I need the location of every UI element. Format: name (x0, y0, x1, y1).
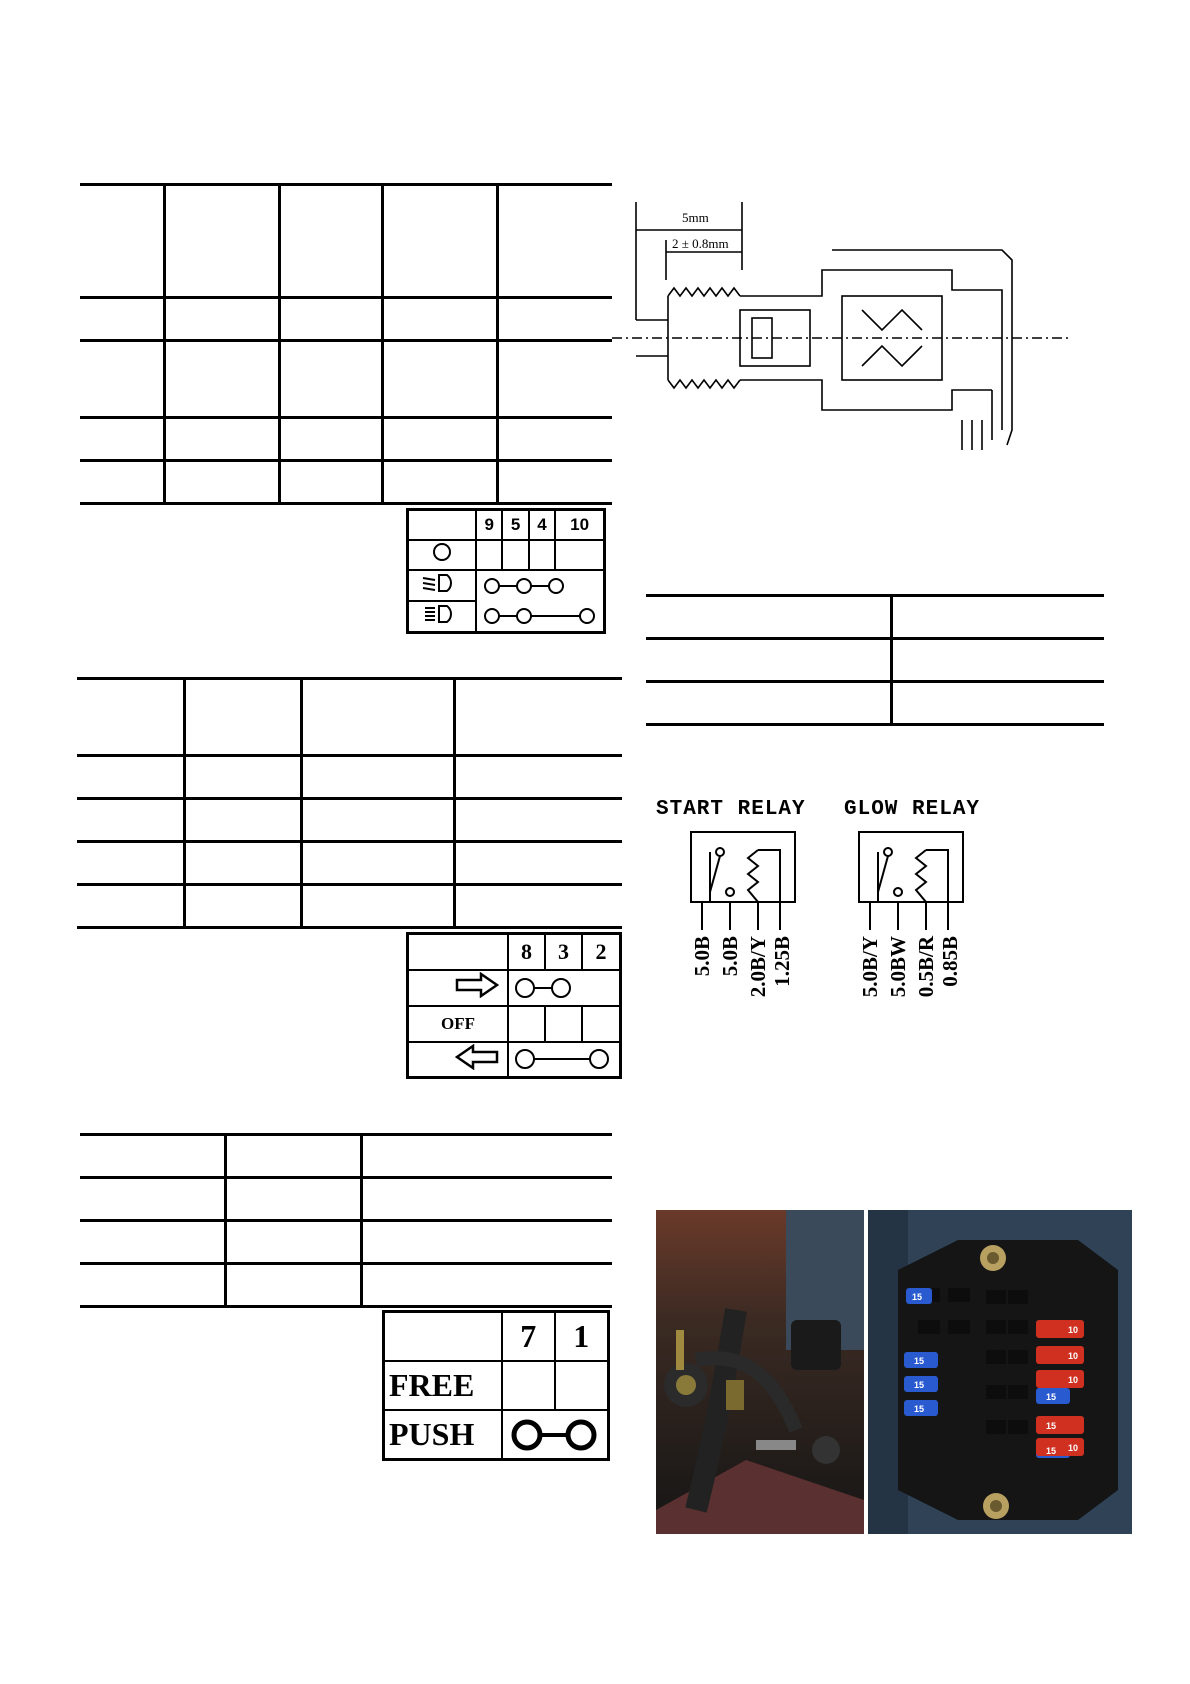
fuse-rating: 15 (914, 1404, 925, 1414)
col-header: 8 (508, 934, 545, 970)
headlight-switch-table (406, 508, 606, 634)
start-relay-symbol (690, 830, 800, 930)
free-label: FREE (384, 1361, 503, 1410)
glow-wire-label: 5.0B/Y (858, 936, 882, 998)
dim-travel-label: 2 ± 0.8mm (672, 236, 729, 251)
start-wire-label: 5.0B (718, 936, 742, 977)
fuse-rating: 15 (914, 1356, 925, 1366)
start-wire-label: 5.0B (690, 936, 714, 977)
fuse-rating: 10 (1068, 1351, 1079, 1361)
fuse-rating: 15 (914, 1380, 925, 1390)
fuse-rating: 15 (1046, 1392, 1057, 1402)
turn-switch-table (406, 932, 622, 1079)
col-header: 4 (529, 510, 555, 540)
col-header: 3 (545, 934, 582, 970)
col-header: 7 (502, 1312, 555, 1361)
col-header: 2 (582, 934, 620, 970)
fuse-rating: 10 (1068, 1375, 1079, 1385)
glow-relay-symbol (858, 830, 968, 930)
fuse-rating: 15 (912, 1292, 923, 1302)
dim-total-label: 5mm (682, 210, 709, 225)
connection-dots (503, 1413, 607, 1457)
col-header: 9 (476, 510, 502, 540)
glow-wire-label: 5.0BW (886, 936, 910, 998)
connection-dots (509, 1044, 619, 1074)
horn-switch-table (382, 1310, 610, 1461)
engine-bay-photo (656, 1210, 864, 1534)
high-beam-icon (417, 602, 467, 626)
glow-wire-label: 0.5B/R (914, 936, 938, 998)
fuse-rating: 10 (1068, 1325, 1079, 1335)
fuse-rating: 15 (1046, 1421, 1057, 1431)
glow-relay-title: GLOW RELAY (844, 798, 981, 821)
fuse-box-photo (868, 1210, 1132, 1534)
glow-wire-label: 0.85B (938, 936, 962, 987)
push-label: PUSH (384, 1410, 503, 1459)
fuse-rating: 10 (1068, 1443, 1079, 1453)
right-arrow-icon (455, 972, 499, 998)
spec-table-3 (80, 1133, 612, 1308)
fuse-rating: 15 (1046, 1446, 1057, 1456)
start-wire-label: 2.0B/Y (746, 936, 770, 998)
off-label: OFF (408, 1006, 509, 1042)
spec-table-4 (646, 594, 1104, 726)
col-header: 10 (555, 510, 604, 540)
spec-table-1 (80, 183, 612, 505)
start-wire-label: 1.25B (770, 936, 794, 987)
sensor-cross-section-diagram (612, 200, 1072, 460)
connection-dots (477, 602, 603, 630)
col-header: 1 (555, 1312, 609, 1361)
low-beam-icon (417, 571, 467, 595)
connection-dots (509, 973, 619, 1003)
col-header: 5 (502, 510, 528, 540)
start-relay-title: START RELAY (656, 798, 806, 821)
off-circle-icon (430, 541, 454, 563)
left-arrow-icon (455, 1044, 499, 1070)
connection-dots (477, 572, 603, 600)
spec-table-2 (77, 677, 622, 929)
